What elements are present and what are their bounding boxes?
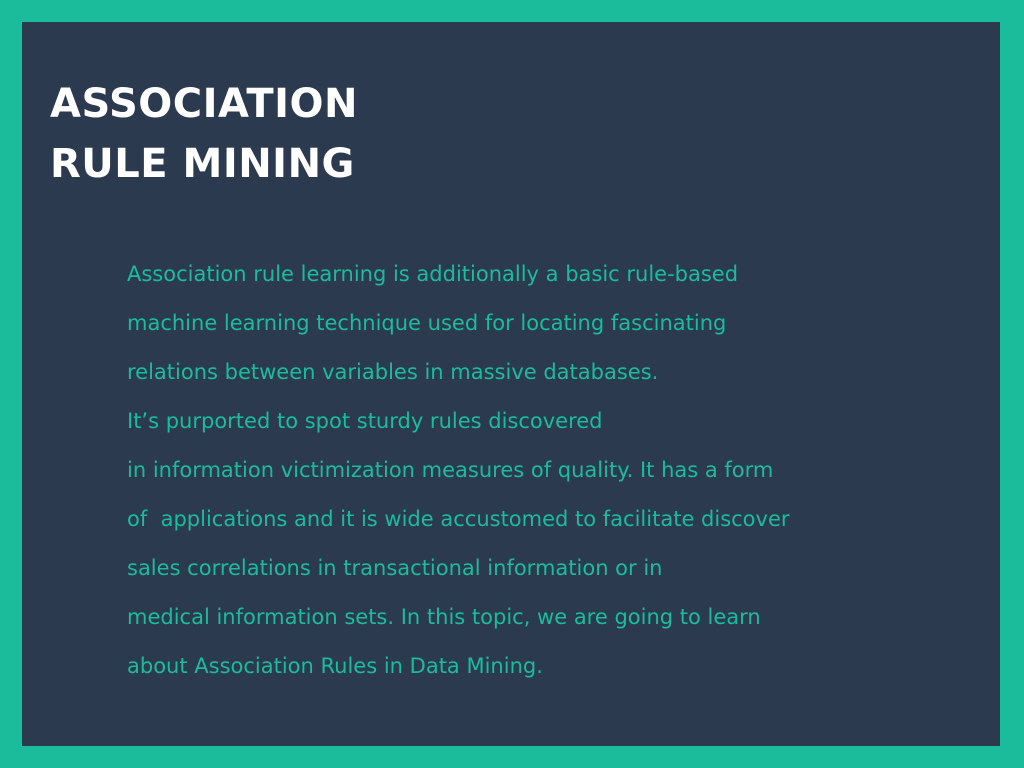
body-line-8: medical information sets. In this topic, we are going to learn	[127, 605, 761, 629]
body-line-2: machine learning technique used for locating fascinating	[127, 311, 727, 335]
body-line-6: of applications and it is wide accustomed to facilitate discover	[127, 507, 790, 531]
title-line-2: RULE MINING	[50, 141, 355, 187]
slide-body-text	[127, 250, 967, 691]
body-line-1: Association rule learning is additionally a basic rule-based	[127, 262, 739, 286]
title-line-1: ASSOCIATION	[50, 81, 359, 127]
slide-title	[50, 74, 358, 194]
body-line-9: about Association Rules in Data Mining.	[127, 654, 543, 678]
body-line-7: sales correlations in transactional information or in	[127, 556, 663, 580]
body-line-5: in information victimization measures of quality. It has a form	[127, 458, 774, 482]
slide-panel	[22, 22, 1000, 746]
body-line-4: It’s purported to spot sturdy rules discovered	[127, 409, 603, 433]
body-line-3: relations between variables in massive databases.	[127, 360, 659, 384]
